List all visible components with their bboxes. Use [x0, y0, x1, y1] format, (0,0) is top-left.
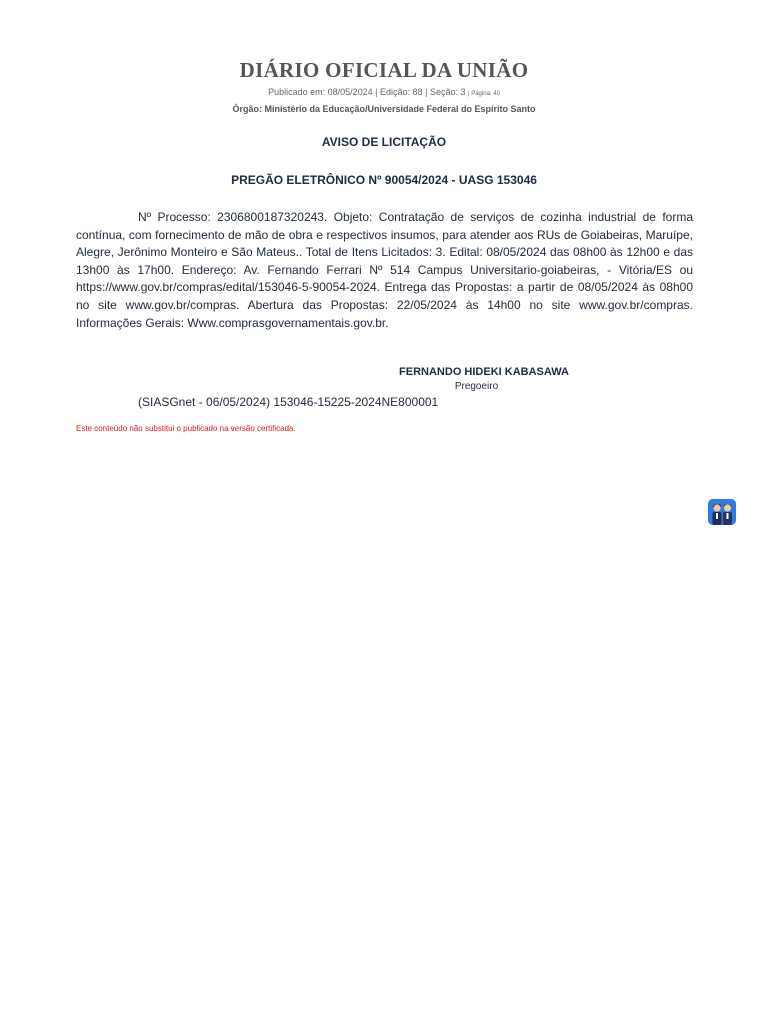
publication-info — [0, 86, 768, 100]
signer-name: FERNANDO HIDEKI KABASAWA — [399, 366, 569, 378]
people-avatar-icon — [708, 499, 736, 525]
notice-body: Nº Processo: 23068001873202​43. Objeto: Contratação de serviços de cozinha industrial de forma contínua, com fornecimento de mão de obra e respectivos insumos, para atender aos RUs de Goiabeiras, Maruípe, Alegre, Jerônimo Monteiro e São Mateus.. Total de Itens Licitados: 3. Edital: 08/05/2024 das 08h00 às 12h00 e das 13h00 às 17h00. Endereço: Av. Fernando Ferrari Nº 514 Campus Universitario-goiabeiras, - Vitória/ES ou https://www.gov.br/compras/edital/153046-5-90054-2024. Entrega das Propostas: a partir de 08/05/2024 às 08h00 no site www.gov.br/compras. Abertura das Propostas: 22/05/2024 às 14h00 no site www.gov.br/compras. Informações Gerais: Www.comprasgovernamentais.gov.br. — [76, 210, 693, 330]
separator: | — [375, 87, 378, 97]
masthead — [0, 56, 768, 115]
journal-title: DIÁRIO OFICIAL DA UNIÃO — [239, 58, 529, 82]
published-date: Publicado em: 08/05/2024 — [268, 87, 373, 97]
signer-role: Pregoeiro — [454, 381, 499, 392]
edition: Edição: 88 — [380, 87, 423, 97]
siasg-reference: (SIASGnet - 06/05/2024) 153046-15225-2024NE800001 — [138, 395, 439, 409]
floating-assistant-button[interactable] — [708, 499, 736, 525]
orgao: Órgão: Ministério da Educação/Universidade Federal do Espírito Santo — [232, 104, 536, 114]
notice-subtitle: PREGÃO ELETRÔNICO Nº 90054/2024 - UASG 153046 — [231, 173, 537, 187]
section: Seção: 3 — [429, 87, 466, 97]
page-number: | Página: 40 — [467, 91, 500, 97]
notice-title: AVISO DE LICITAÇÃO — [321, 135, 447, 149]
disclaimer: Este conteúdo não substitui o publicado na versão certificada. — [76, 424, 296, 433]
separator: | — [425, 87, 428, 97]
